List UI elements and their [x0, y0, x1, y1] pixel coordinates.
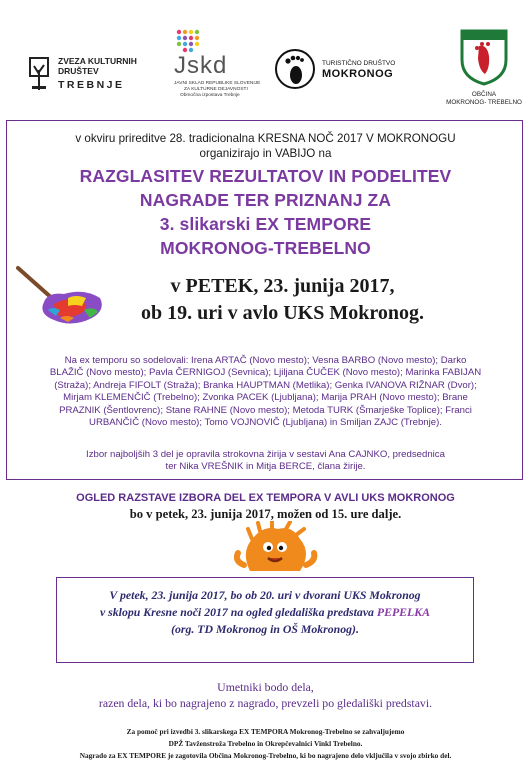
participants-line: URBANČIČ (Novo mesto); Tomo VOJNOVIČ (Ljubljana) in Smiljan ZAJC (Trebnje). [89, 417, 442, 429]
orange-mascot-icon [230, 521, 320, 577]
paint-palette-icon [14, 262, 106, 328]
headline-line3: 3. slikarski EX TEMPORE [159, 214, 372, 234]
when-line2: ob 19. uri v avlo UKS Mokronog. [141, 302, 424, 324]
when-line1: v PETEK, 23. junija 2017, [170, 275, 395, 297]
tree-icon [28, 56, 50, 92]
artists-line1: Umetniki bodo dela, [217, 680, 314, 694]
play-line1: V petek, 23. junija 2017, bo ob 20. uri v dvorani UKS Mokronog [109, 588, 421, 602]
participants-line: BLAŽIČ (Novo mesto); Pavla ČERNIGOJ (Sevnica); Ljiljana ČUČEK (Novo mesto); Marinka FABIJAN [49, 367, 482, 379]
jury-line2: ter Nika VREŠNIK in Mitja BERCE, člana žirije. [165, 461, 366, 473]
exhibition-line1: OGLED RAZSTAVE IZBORA DEL EX TEMPORA V AVLI UKS MOKRONOG [76, 492, 455, 504]
footprint-icon [275, 48, 315, 90]
logo-obcina [442, 28, 526, 118]
zkd-line3: TREBNJE [58, 79, 125, 91]
artists-note [14, 679, 517, 711]
footer-line1: Za pomoč pri izvedbi 3. slikarskega EX TEMPORA Mokronog-Trebelno se zahvaljujemo [126, 727, 405, 736]
logo-td [275, 48, 425, 92]
footer-line2: DPŽ Tavženstroža Trebelno in Okrepčevalnici Vinkl Trebelno. [168, 739, 363, 748]
play-line2 [60, 604, 470, 621]
jskd-line1: JAVNI SKLAD REPUBLIKE SLOVENIJE [174, 81, 261, 86]
footer-line3: Nagrado za EX TEMPORE je zagotovila Občina Mokronog-Trebelno, ki bo nagrajeno delo vključila v svojo zbirko del. [79, 751, 452, 760]
obcina-line2: MOKRONOG- TREBELNO [446, 99, 522, 106]
exhibition-line2: bo v petek, 23. junija 2017, možen od 15. ure dalje. [129, 507, 402, 521]
jury-line1: Izbor najboljših 3 del je opravila strokovna žirija v sestavi Ana CAJNKO, predsednica [86, 449, 445, 460]
event-when [50, 273, 515, 327]
play-line2-text: v sklopu Kresne noči 2017 na ogled gledališka predstava [100, 605, 377, 619]
participants-line: Mirjam KLEMENČIČ (Trebelno); Zvonka PACEK (Ljubljana); Marija PRAH (Novo mesto); Brane [63, 392, 468, 404]
intro-line1: v okviru prireditve 28. tradicionalna KRESNA NOČ 2017 V MOKRONOGU [75, 132, 456, 145]
logo-jskd [170, 27, 260, 105]
td-line1: TURISTIČNO DRUŠTVO [322, 60, 396, 67]
footer [4, 726, 527, 762]
headline-line2: NAGRADE TER PRIZNANJ ZA [139, 190, 392, 210]
coat-of-arms-icon [459, 28, 509, 86]
headline-line4: MOKRONOG-TREBELNO [160, 238, 371, 258]
participants-line: PRAZNIK (Šentlovrenc); Stane RAHNE (Novo mesto); Metoda TURK (Šmarješke Toplice); Franci [59, 404, 472, 416]
jskd-line2: ZA KULTURNE DEJAVNOSTI [184, 86, 248, 92]
jury [14, 449, 517, 474]
exhibition [14, 491, 517, 523]
logo-zkd [28, 50, 148, 100]
participants [14, 355, 517, 429]
jskd-name: Jskd [174, 52, 228, 79]
headline [14, 164, 517, 260]
headline-line1: RAZGLASITEV REZULTATOV IN PODELITEV [79, 166, 452, 186]
td-line2: MOKRONOG [322, 68, 394, 80]
zkd-line2: DRUŠTEV [58, 66, 99, 76]
artists-line2: razen dela, ki bo nagrajeno z nagrado, prevzeli po gledališki predstavi. [98, 696, 433, 710]
intro-line2: organizirajo in VABIJO na [199, 147, 332, 160]
intro [20, 131, 511, 161]
participants-line: (Straža); Andreja FIFOLT (Straža); Branka HAUPTMAN (Metlika); Genka IVANOVA RIŽNAR (Dvor); [54, 379, 477, 391]
participants-line: Na ex temporu so sodelovali: Irena ARTAČ (Novo mesto); Vesna BARBO (Novo mesto); Darko [64, 355, 467, 366]
play-title: PEPELKA [376, 605, 430, 619]
play-line3: (org. TD Mokronog in OŠ Mokronog). [171, 622, 359, 636]
jskd-line3: Območna izpostava Trebnje [180, 92, 240, 98]
play-info [60, 587, 470, 638]
zkd-line1: ZVEZA KULTURNIH [58, 56, 137, 66]
colored-dots-icon [174, 27, 200, 53]
obcina-line1: OBČINA [471, 91, 497, 98]
